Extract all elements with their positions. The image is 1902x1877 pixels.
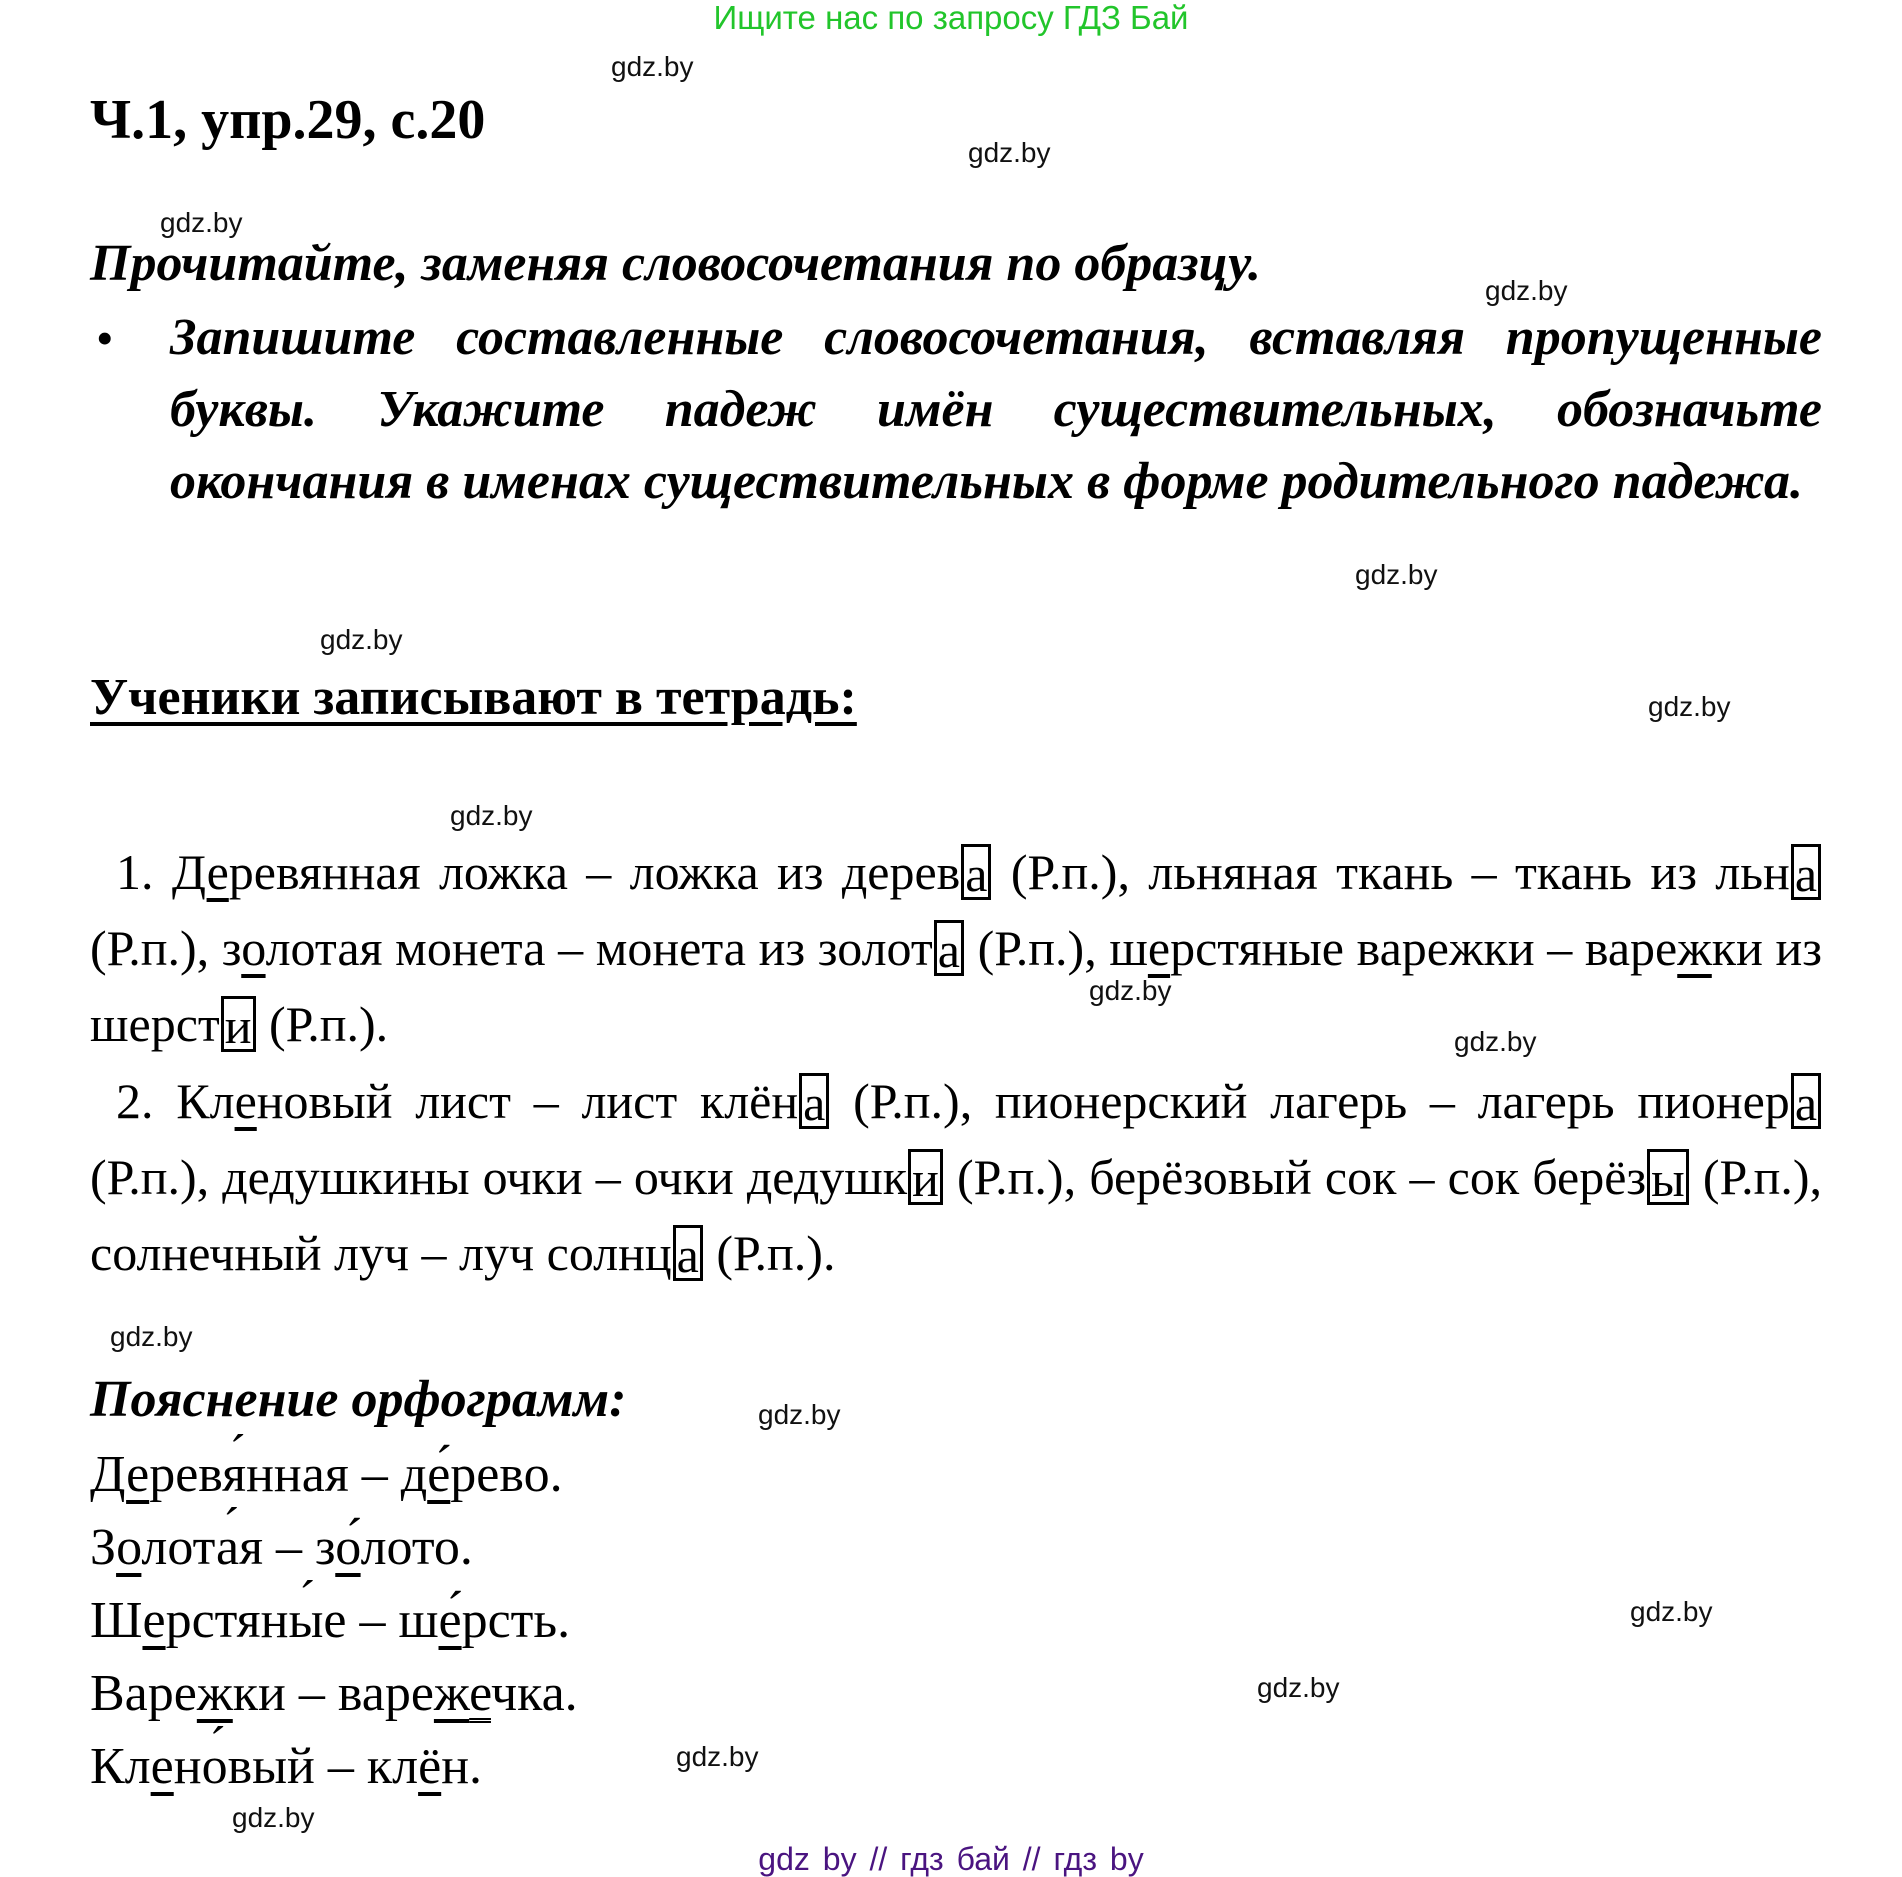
text: Кл (90, 1738, 151, 1795)
text: (Р.п.), солнечный луч – луч солнц (90, 1149, 1822, 1281)
text: лото. (360, 1519, 473, 1576)
explanation-line (90, 1438, 578, 1511)
text: рев (149, 1446, 223, 1503)
item-number: 1. (116, 844, 172, 900)
watermark: gdz.by (968, 137, 1051, 168)
underlined-letter: о (116, 1519, 142, 1576)
text: е – ш (323, 1592, 439, 1649)
text: чка. (490, 1665, 578, 1722)
task-bullet (90, 302, 1822, 518)
explanation-list (90, 1438, 578, 1803)
underlined-letter: е (126, 1446, 150, 1503)
text: лотая монета – монета из золот (265, 920, 933, 976)
text: рстяные варежки – варе (1170, 920, 1678, 976)
task-instruction: Прочитайте, заменяя словосочетания по образцу. (90, 235, 1261, 292)
explanation-line (90, 1511, 578, 1584)
bullet-icon: • (96, 310, 114, 366)
watermark: gdz.by (160, 207, 243, 238)
text: ревянная ложка – ложка из дерев (228, 844, 961, 900)
watermark: gdz.by (110, 1321, 193, 1352)
explanation-line (90, 1730, 578, 1803)
text: н (173, 1738, 202, 1795)
task-bullet-text: Запишите составленные словосочетания, вставляя пропущенные буквы. Укажите падеж имён существительных, обозначьте окончания в именах существительных в форме родительного падежа. (170, 309, 1822, 510)
text: ки из шерст (90, 920, 1822, 1052)
boxed-ending: а (1791, 844, 1821, 900)
answer-paragraph-1 (90, 834, 1822, 1062)
text: рсть. (461, 1592, 571, 1649)
underlined-letter: е (142, 1592, 166, 1649)
underlined-letter: е (206, 844, 229, 900)
text: рстян (165, 1592, 289, 1649)
underlined-letter: ж (196, 1665, 233, 1722)
text: Кл (176, 1073, 235, 1129)
text: (Р.п.), дедушкины очки – очки дедушк (90, 1149, 908, 1205)
bottom-banner: gdz by // гдз бай // гдз by (758, 1841, 1144, 1877)
text: (Р.п.), з (90, 920, 242, 976)
watermark: gdz.by (450, 800, 533, 831)
boxed-ending: а (961, 844, 991, 900)
boxed-ending: а (1791, 1073, 1821, 1129)
underlined-letter: ж (1677, 920, 1712, 976)
text: нная – д (246, 1446, 428, 1503)
answer-paragraph-2 (90, 1063, 1822, 1291)
boxed-ending: а (673, 1225, 703, 1281)
section-heading: Ученики записывают в тетрадь: (90, 669, 857, 726)
explanation-line (90, 1657, 578, 1730)
boxed-ending: а (799, 1073, 829, 1129)
boxed-ending: а (934, 920, 964, 976)
stressed-letter: о ´ (202, 1738, 228, 1795)
underlined-letter: е (234, 1073, 257, 1129)
text: (Р.п.). (256, 996, 389, 1052)
text: З (90, 1519, 117, 1576)
stressed-letter: а ´ (216, 1519, 239, 1576)
watermark: gdz.by (1089, 975, 1172, 1006)
watermark: gdz.by (320, 624, 403, 655)
watermark: gdz.by (1355, 559, 1438, 590)
watermark: gdz.by (611, 51, 694, 82)
text: новый лист – лист клён (256, 1073, 799, 1129)
text: (Р.п.), льняная ткань – ткань из льн (992, 844, 1790, 900)
text: лот (141, 1519, 217, 1576)
text: я – з (239, 1519, 336, 1576)
watermark: gdz.by (232, 1802, 315, 1833)
stressed-letter: ы ´ (288, 1592, 323, 1649)
watermark: gdz.by (1630, 1596, 1713, 1627)
underlined-letter: е (150, 1738, 174, 1795)
text: Д (171, 844, 207, 900)
boxed-ending: и (908, 1149, 943, 1205)
text: (Р.п.), берёзовый сок – сок берёз (943, 1149, 1647, 1205)
stressed-letter: я ´ (222, 1446, 246, 1503)
text: (Р.п.), пионерский лагерь – лагерь пионер (830, 1073, 1790, 1129)
underlined-letter: ж (433, 1665, 470, 1722)
text: Ш (90, 1592, 143, 1649)
text: рево. (450, 1446, 563, 1503)
underlined-letter: о (241, 920, 266, 976)
watermark: gdz.by (1648, 691, 1731, 722)
boxed-ending: ы (1647, 1149, 1689, 1205)
underlined-letter: е (1147, 920, 1171, 976)
text: Варе (90, 1665, 197, 1722)
underlined-letter: е́ (438, 1592, 462, 1649)
text: ки – варе (232, 1665, 434, 1722)
watermark: gdz.by (1485, 275, 1568, 306)
watermark: gdz.by (758, 1399, 841, 1430)
page-title: Ч.1, упр.29, с.20 (90, 89, 486, 151)
top-banner: Ищите нас по запросу ГДЗ Бай (713, 0, 1189, 36)
text: (Р.п.). (703, 1225, 836, 1281)
text: Д (90, 1446, 127, 1503)
text: н. (441, 1738, 483, 1795)
underlined-letter: о́ (335, 1519, 361, 1576)
explanation-heading: Пояснение орфограмм: (90, 1371, 627, 1428)
explanation-line (90, 1584, 578, 1657)
underlined-letter: е́ (427, 1446, 451, 1503)
watermark: gdz.by (1257, 1672, 1340, 1703)
boxed-ending: и (221, 996, 256, 1052)
underlined-letter: ё (418, 1738, 442, 1795)
text: вый – кл (227, 1738, 419, 1795)
double-underlined-letter: е (469, 1665, 491, 1722)
item-number: 2. (116, 1073, 177, 1129)
watermark: gdz.by (676, 1741, 759, 1772)
text: (Р.п.), ш (964, 920, 1148, 976)
watermark: gdz.by (1454, 1026, 1537, 1057)
